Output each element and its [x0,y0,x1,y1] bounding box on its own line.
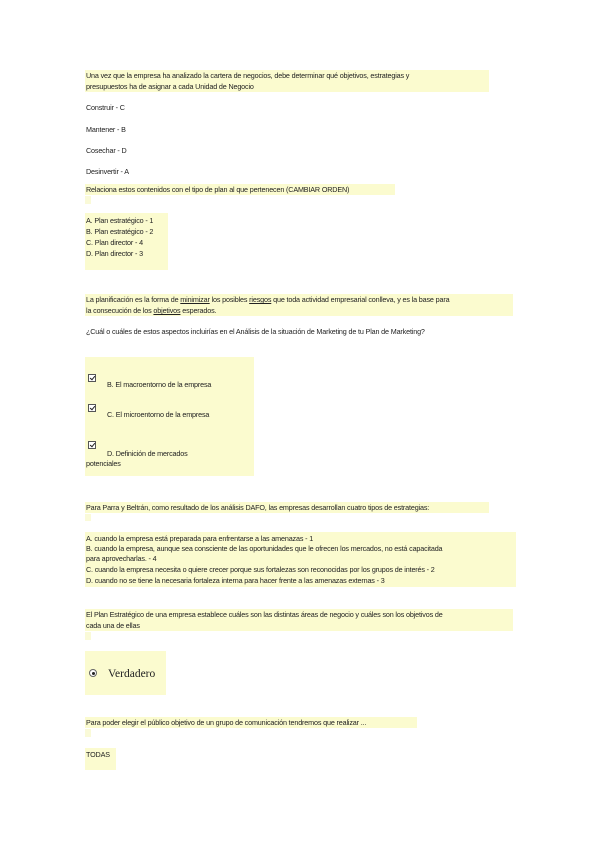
radio-verdadero[interactable] [89,669,97,677]
dafo-answer-b-cont: para aprovecharlas. - 4 [86,554,157,563]
dafo-answer-b: B. cuando la empresa, aunque sea consciente de las oportunidades que le ofrecen los mercados, no está capacitada [86,544,443,553]
final-answer: TODAS [86,750,110,759]
plan-answer-d: D. Plan director - 3 [86,249,143,258]
check-label-mercados-cont: potenciales [86,459,121,468]
planificacion-text: la consecución de los [86,306,154,315]
relate-question: Relaciona estos contenidos con el tipo de plan al que pertenecen (CAMBIAR ORDEN) [86,185,350,194]
true-false-answer: Verdadero [108,668,156,680]
dafo-spacer [85,514,91,521]
marketing-question: ¿Cuál o cuáles de estos aspectos incluirías en el Análisis de la situación de Marketing de tu Plan de Marketing? [86,327,425,336]
planificacion-text: que toda actividad empresarial conlleva, y es la base para [271,295,450,304]
intro-line-2: presupuestos ha de asignar a cada Unidad de Negocio [86,82,254,91]
check-label-microentorno: C. El microentorno de la empresa [107,410,210,419]
pair-mantener: Mantener - B [86,125,126,134]
check-label-mercados: D. Definición de mercados [107,449,188,458]
publico-question: Para poder elegir el público objetivo de un grupo de comunicación tendremos que realizar ... [86,718,367,727]
pair-cosechar: Cosechar - D [86,146,127,155]
plan-answer-c: C. Plan director - 4 [86,238,143,247]
pair-construir: Construir - C [86,103,125,112]
planificacion-line-1 [86,294,449,305]
plan-answer-b: B. Plan estratégico - 2 [86,227,154,236]
keyword-objetivos: objetivos [153,306,181,315]
check-label-macroentorno: B. El macroentorno de la empresa [107,380,212,389]
planificacion-text: La planificación es la forma de [86,295,181,304]
plan-estrategico-line-2: cada una de ellas [86,621,140,630]
checkbox-macroentorno[interactable] [88,374,96,382]
dafo-answer-c: C. cuando la empresa necesita o quiere crecer porque sus fortalezas son reconocidas por los grupos de interés - 2 [86,565,435,574]
plan-estrategico-line-1: El Plan Estratégico de una empresa establece cuáles son las distintas áreas de negocio y cuáles son los objetivos de [86,610,443,619]
publico-spacer [85,729,91,737]
dafo-answer-a: A. cuando la empresa está preparada para enfrentarse a las amenazas - 1 [86,534,314,543]
checkbox-mercados[interactable] [88,441,96,449]
planificacion-line-2 [86,305,216,316]
dafo-answer-d: D. cuando no se tiene la necesaria fortaleza interna para hacer frente a las amenazas externas - 3 [86,576,385,585]
relate-spacer [85,196,91,204]
checkbox-microentorno[interactable] [88,404,96,412]
intro-line-1: Una vez que la empresa ha analizado la cartera de negocios, debe determinar qué objetivos, estrategias y [86,71,410,80]
keyword-riesgos: riesgos [249,295,272,304]
planificacion-text: los posibles [209,295,250,304]
pair-desinvertir: Desinvertir - A [86,167,129,176]
plan-answer-a: A. Plan estratégico - 1 [86,216,154,225]
dafo-question: Para Parra y Beltrán, como resultado de los análisis DAFO, las empresas desarrollan cuatro tipos de estrategias: [86,503,430,512]
keyword-minimizar: minimizar [180,295,210,304]
planificacion-text: esperados. [180,306,217,315]
plan-estrategico-spacer [85,632,91,640]
